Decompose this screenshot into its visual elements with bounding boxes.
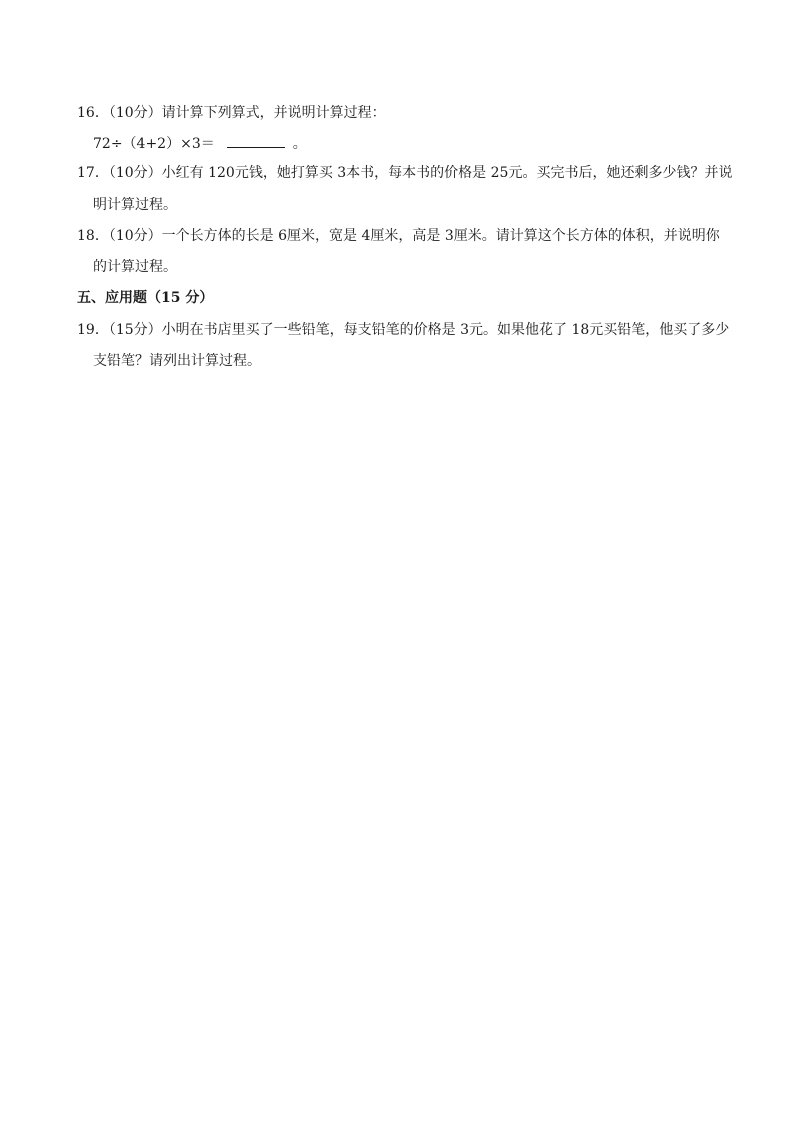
question-19-line-1 [77, 320, 729, 340]
question-text: 请计算下列算式，并说明计算过程： [161, 105, 386, 121]
question-18-line-1 [77, 226, 720, 246]
question-text: 一个长方体的长是 6厘米，宽是 4厘米，高是 3厘米。请计算这个长方体的体积，并说明你 [161, 228, 720, 244]
question-number: 19． [77, 322, 109, 338]
question-text: 明计算过程。 [93, 197, 177, 213]
question-number: 18． [77, 228, 109, 244]
question-17-line-2 [93, 195, 177, 215]
question-text: 的计算过程。 [93, 259, 177, 275]
question-number: 17． [77, 165, 109, 181]
question-18-line-2 [93, 257, 177, 277]
question-17-line-1 [77, 163, 732, 183]
expression-text: 72÷（4+2）×3＝ [93, 136, 215, 152]
section-title: 五、应用题（15 分） [77, 290, 214, 306]
question-16-line-1 [77, 103, 386, 123]
question-number: 16． [77, 105, 109, 121]
question-points: （10分） [108, 228, 162, 244]
answer-blank[interactable] [227, 133, 285, 148]
question-points: （10分） [108, 165, 162, 181]
question-16-expression [93, 133, 307, 154]
question-points: （10分） [108, 105, 162, 121]
question-text: 小红有 120元钱，她打算买 3本书，每本书的价格是 25元。买完书后，她还剩多少钱？并说 [161, 165, 733, 181]
question-text: 支铅笔？请列出计算过程。 [93, 353, 261, 369]
question-19-line-2 [93, 351, 261, 371]
expression-end: 。 [292, 136, 307, 152]
question-text: 小明在书店里买了一些铅笔，每支铅笔的价格是 3元。如果他花了 18元买铅笔，他买了多少 [161, 322, 730, 338]
question-points: （15分） [108, 322, 162, 338]
